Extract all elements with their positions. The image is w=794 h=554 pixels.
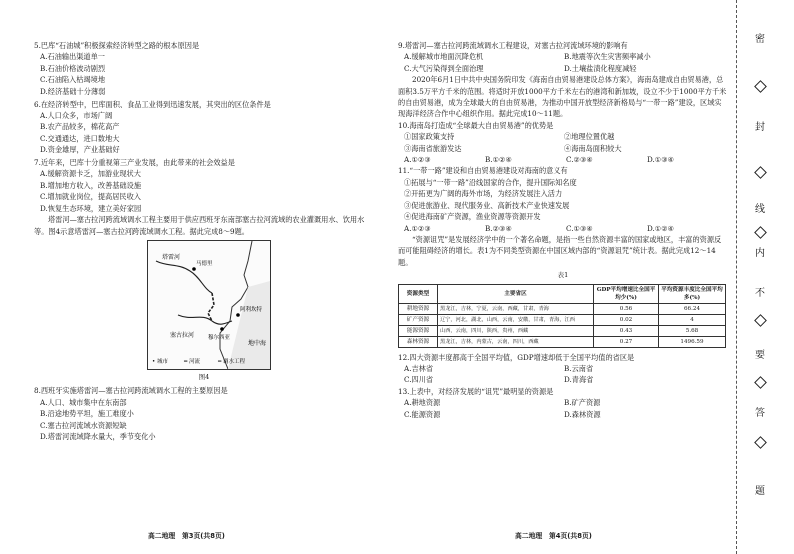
sea-area (228, 281, 270, 369)
table-cell: 5.68 (659, 325, 726, 336)
question-10-option-b: B.①②④ (485, 155, 512, 165)
city-alicante (236, 313, 240, 317)
question-10-stem: 10.海南岛打造成“全球最大自由贸易港”的优势是 (398, 120, 554, 130)
question-5-option-a: A.石油输出渠道单一 (40, 52, 105, 62)
question-13-options-row-2 (404, 409, 728, 420)
question-10-item-4: ④海南岛面积较大 (564, 143, 622, 153)
table-header-provinces: 主要省区 (438, 284, 594, 303)
label-segura: 塞古拉河 (170, 331, 195, 339)
question-12-option-c: C.四川省 (404, 375, 434, 385)
question-12-option-a: A.吉林省 (404, 363, 434, 373)
page-footer-left: 高二地理 第3页(共8页) (148, 532, 225, 540)
segura-river (178, 315, 232, 324)
table-cell: 能源资源 (399, 325, 438, 336)
question-10-items-row-1 (404, 131, 728, 142)
table-cell: 森林资源 (399, 336, 438, 347)
question-7-stem: 7.近年来，巴库十分重视第三产业发展，由此带来的社会效益是 (34, 158, 235, 168)
question-11-item-4: ④促进海南矿产资源，渔业资源等资源开发 (404, 212, 541, 222)
question-6-option-c: C.交通通达，进口数地大 (40, 133, 120, 143)
page-footer-right: 高二地理 第4页(共8页) (515, 532, 592, 540)
question-6-option-d: D.资金雄厚，产业基础好 (40, 145, 120, 155)
question-6-option-a: A.人口众多，市场广阔 (40, 110, 113, 120)
diamond-icon (754, 80, 767, 93)
diamond-icon (754, 226, 767, 239)
table-cell: 0.56 (594, 303, 659, 314)
question-12-option-b: B.云南省 (564, 363, 594, 373)
binding-char: 题 (755, 486, 765, 497)
question-10-option-d: D.①③④ (647, 155, 675, 165)
question-9-option-a: A.缓解城市地面沉降危机 (404, 52, 484, 62)
question-7-option-c: C.增加就业岗位，提高居民收入 (40, 192, 141, 202)
question-5-option-b: B.石油价格波动剧烈 (40, 63, 106, 73)
question-6-option-b: B.农产品较多，棉花高产 (40, 122, 120, 132)
table-cell: 辽宁，河北，湖北，山西，云南，安徽，甘肃，青海，江西 (438, 314, 594, 325)
question-11-option-a: A.①②③ (404, 223, 431, 233)
question-8-option-d: D.塔雷河流域降水量大，季节变化小 (40, 431, 156, 441)
question-10-item-1: ①国家政策支持 (404, 132, 455, 142)
legend-city: • 城市 (152, 358, 168, 365)
question-13-options-row-1 (404, 397, 728, 408)
question-10-item-3: ③海南省旅游发达 (404, 143, 462, 153)
question-13-option-d: D.森林资源 (564, 409, 601, 419)
question-11-item-1: ①拓展与“一带一路”沿线国家的合作，提升国际知名度 (404, 177, 577, 187)
binding-strip (736, 0, 794, 554)
question-7-option-a: A.缓解资源卡乏，加游业现状大 (40, 169, 141, 179)
question-7-option-d: D.恢复生态环境，建立美好家园 (40, 203, 142, 213)
question-11-options (404, 223, 728, 234)
question-11-item-2: ②开拓更为广阔的海外市场，为经济发展注入活力 (404, 189, 563, 199)
table-cell: 0.27 (594, 336, 659, 347)
binding-char: 答 (755, 408, 765, 419)
question-11-item-3: ③促进旅游业、现代服务业、高新技术产业快速发展 (404, 200, 570, 210)
question-5-option-c: C.石油陷入枯竭境地 (40, 75, 106, 85)
question-13-stem: 13.上表中，对经济发展的“诅咒”最明显的资源是 (398, 386, 554, 396)
question-10-option-c: C.②③④ (566, 155, 593, 165)
diamond-icon (754, 436, 767, 449)
question-13-option-c: C.能源资源 (404, 409, 441, 419)
label-mediterranean: 地中海 (248, 339, 267, 347)
table-cell: 4 (659, 314, 726, 325)
figure-4-caption: 图4 (198, 372, 210, 381)
table-cell: 黑龙江，吉林，宁夏，云南，西藏，甘肃，青海 (438, 303, 594, 314)
passage-water-transfer: 塔雷河—塞古拉河跨流域调水工程主要用于供应西班牙东南部塞古拉河流域的农业灌溉用水、饮用水等。图4示意塔雷河—塞古拉河跨流域调水工程。据此完成8～9题。 (34, 215, 365, 236)
table-row (399, 325, 726, 336)
city-madrid (192, 267, 196, 271)
table-cell: 矿产资源 (399, 314, 438, 325)
question-12-option-d: D.青海省 (564, 375, 594, 385)
question-8-stem: 8.西班牙实施塔雷河—塞古拉河跨流域调水工程的主要原因是 (34, 386, 228, 396)
question-12-options-row-1 (404, 363, 728, 374)
binding-char: 要 (755, 350, 765, 361)
question-13-option-a: A.耕地资源 (404, 398, 441, 408)
question-11-option-b: B.②③④ (485, 223, 512, 233)
question-10-options (404, 154, 728, 165)
question-7-option-b: B.增加地方收入，改善基础设施 (40, 180, 142, 190)
question-5-stem: 5.巴库“石油城”积极探索经济转型之路的根本原因是 (34, 41, 200, 50)
question-10-items-row-2 (404, 143, 728, 154)
binding-char: 线 (755, 204, 765, 215)
figure-4-map (147, 240, 271, 370)
table-cell: 山西，云南，四川，陕西，贵州，西藏 (438, 325, 594, 336)
question-9-options-row-2 (404, 63, 728, 74)
table-row (399, 303, 726, 314)
table-header-type: 资源类型 (399, 284, 438, 303)
question-9-option-d: D.土壤盐渍化程度减轻 (564, 63, 637, 73)
map-svg (148, 241, 270, 369)
resource-curse-table (398, 284, 726, 348)
table-row (399, 314, 726, 325)
question-6-stem: 6.在经济转型中，巴库面积、食品工业得到迅速发展，其突出的区位条件是 (34, 99, 271, 109)
table-cell: 耕地资源 (399, 303, 438, 314)
diamond-icon (754, 166, 767, 179)
question-9-options-row-1 (404, 51, 728, 62)
city-murcia (220, 327, 224, 331)
question-8-option-a: A.人口、城市集中在东南部 (40, 397, 127, 407)
binding-char: 封 (755, 122, 765, 133)
question-13-option-b: B.矿产资源 (564, 398, 601, 408)
transfer-canal (208, 293, 214, 321)
left-column (34, 40, 374, 442)
legend-river: ━ 河流 (184, 358, 201, 365)
label-madrid: 马德里 (196, 260, 213, 267)
legend-canal: ━ 调水工程 (218, 358, 246, 365)
table-cell: 66.24 (659, 303, 726, 314)
table-cell: 0.02 (594, 314, 659, 325)
question-8-option-b: B.沿途地势平坦，施工难度小 (40, 409, 134, 419)
table-cell: 黑龙江，吉林，内蒙古，云南，四川，西藏 (438, 336, 594, 347)
table-row (399, 336, 726, 347)
label-murcia: 穆尔西亚 (208, 334, 231, 341)
binding-char: 不 (755, 288, 765, 299)
question-12-options-row-2 (404, 374, 728, 385)
diamond-icon (754, 314, 767, 327)
table-header-abundance: 平均资源丰度比全国平均多(%) (659, 284, 726, 303)
table-cell: 0.43 (594, 325, 659, 336)
binding-char: 内 (755, 248, 765, 259)
label-tajo: 塔雷河 (162, 253, 181, 261)
question-10-option-a: A.①②③ (404, 155, 431, 165)
table-cell: 1496.59 (659, 336, 726, 347)
question-5-option-d: D.经济基础十分薄弱 (40, 86, 106, 96)
question-9-option-b: B.地震等次生灾害频率减小 (564, 52, 651, 62)
diamond-icon (754, 376, 767, 389)
table-1-caption: 表1 (557, 271, 569, 280)
binding-char: 密 (755, 34, 765, 45)
question-9-stem: 9.塔雷河—塞古拉河跨流域调水工程建设，对塞古拉河流域环境的影响有 (398, 41, 628, 50)
table-header-row (399, 284, 726, 303)
label-alicante: 阿利坎特 (240, 306, 263, 313)
question-12-stem: 12.四大资源丰度都高于全国平均值，GDP增速却低于全国平均值的省区是 (398, 352, 635, 362)
right-column (398, 40, 728, 420)
table-header-gdp: GDP平均增速比全国平均少(%) (594, 284, 659, 303)
passage-resource-curse: “资源诅咒”是发展经济学中的一个著名命题，是指一些自然资源丰富的国家或地区，丰富的资源反而可能阻碍经济的增长。表1为不同类型资源在中国区域内部的“资源诅咒”统计表。据此完成12～14题。 (398, 234, 722, 267)
question-11-option-d: D.①②④ (647, 223, 675, 233)
question-11-stem: 11.“一带一路”建设和自由贸易港建设对海南的意义有 (398, 166, 568, 176)
question-11-option-c: C.①③④ (566, 223, 593, 233)
question-9-option-c: C.大气污染得到全面治理 (404, 63, 484, 73)
question-8-option-c: C.塞古拉河流域水资源短缺 (40, 420, 127, 430)
passage-hainan: 2020年6月1日中共中央国务院印发《海南自由贸易港建设总体方案》，海南岛建成自由贸易港，总面积3.5万平方千米的范围。将适时开放1000平方千米左右的港湾和新加坡，设立不少于1000平方千米的自由贸易港，成为全球最大的自由贸易港，为推动中国开放型经济新格局与“一带一路”建设，区域实现海洋经济合作中心组织作用。据此完成10～11题。 (398, 75, 727, 119)
question-10-item-2: ②地理位置优越 (564, 132, 615, 142)
